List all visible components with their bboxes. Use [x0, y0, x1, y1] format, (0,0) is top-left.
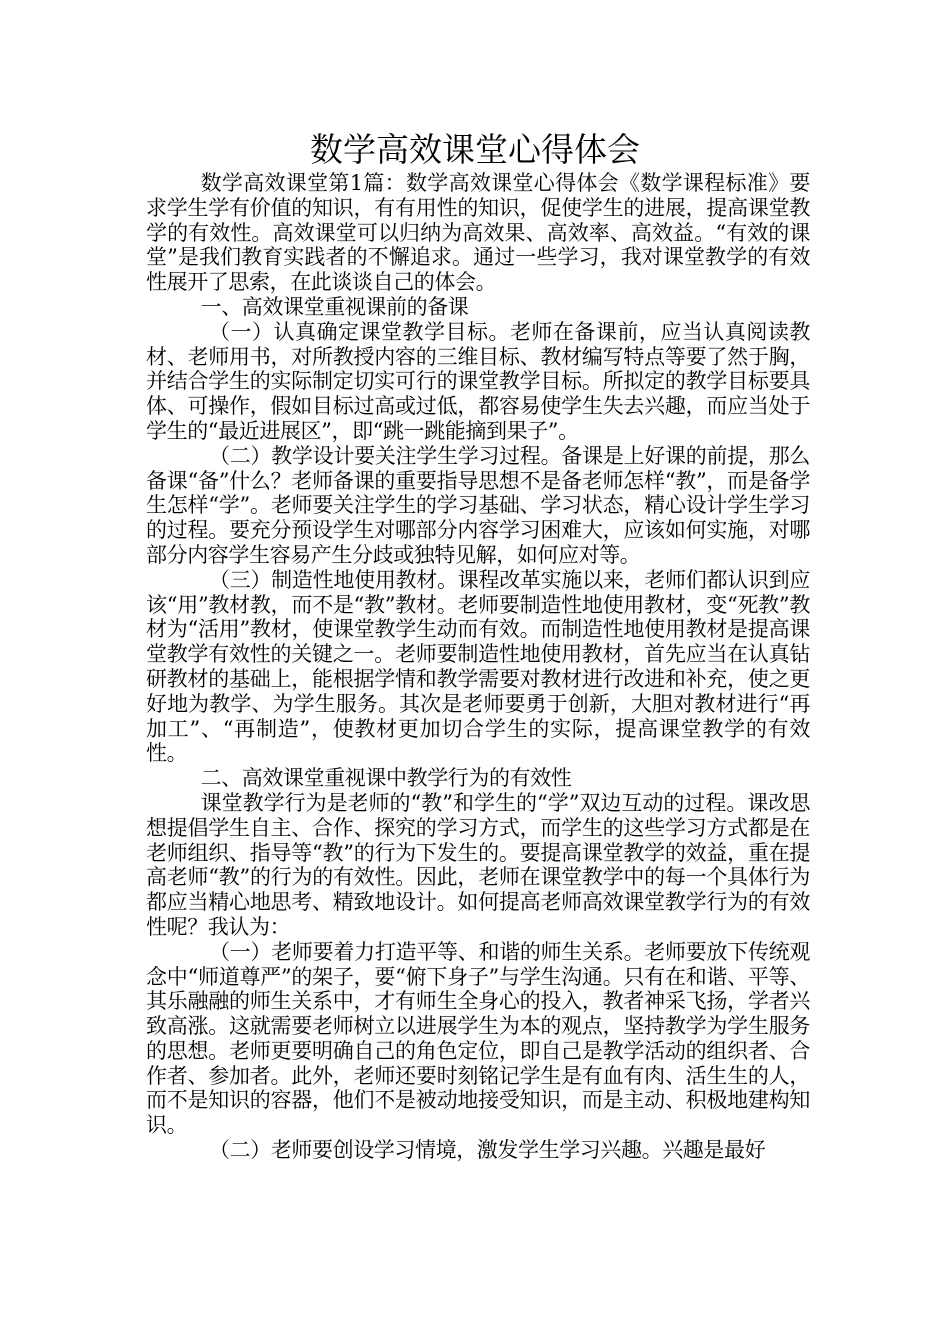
paragraph-2-intro: 课堂教学行为是老师的“教”和学生的“学”双边互动的过程。课改思想提倡学生自主、合作、探究的学习方式，而学生的这些学习方式都是在老师组织、指导等“教”的行为下发生的。要提高课堂教学的效益，重在提高老师“教”的行为的有效性。因此，老师在课堂教学中的每一个具体行为都应当精心地思考、精致地设计。如何提高老师高效课堂教学行为的有效性呢？我认为：	[146, 790, 810, 939]
intro-paragraph: 数学高效课堂第1篇：数学高效课堂心得体会《数学课程标准》要求学生学有价值的知识，有有用性的知识，促使学生的进展，提高课堂教学的有效性。高效课堂可以归纳为高效果、高效率、高效益。“有效的课堂”是我们教育实践者的不懈追求。通过一些学习，我对课堂教学的有效性展开了思索，在此谈谈自己的体会。	[146, 171, 810, 295]
paragraph-1-3: （三）制造性地使用教材。课程改革实施以来，老师们都认识到应该“用”教材教，而不是“教”教材。老师要制造性地使用教材，变“死教”教材为“活用”教材，使课堂教学生动而有效。而制造性地使用教材是提高课堂教学有效性的关键之一。老师要制造性地使用教材，首先应当在认真钻研教材的基础上，能根据学情和教学需要对教材进行改进和补充，使之更好地为教学、为学生服务。其次是老师要勇于创新，大胆对教材进行“再加工”、“再制造”，使教材更加切合学生的实际，提高课堂教学的有效性。	[146, 567, 810, 766]
paragraph-2-2: （二）老师要创设学习情境，激发学生学习兴趣。兴趣是最好	[209, 1138, 766, 1163]
paragraph-2-1: （一）老师要着力打造平等、和谐的师生关系。老师要放下传统观念中“师道尊严”的架子，要“俯下身子”与学生沟通。只有在和谐、平等、其乐融融的师生关系中，才有师生全身心的投入，教者神采飞扬，学者兴致高涨。这就需要老师树立以进展学生为本的观点，坚持教学为学生服务的思想。老师更要明确自己的角色定位，即自己是教学活动的组织者、合作者、参加者。此外，老师还要时刻铭记学生是有血有肉、活生生的人，而不是知识的容器，他们不是被动地接受知识，而是主动、积极地建构知识。	[146, 939, 810, 1138]
section-heading-2: 二、高效课堂重视课中教学行为的有效性	[200, 766, 572, 791]
section-heading-1: 一、高效课堂重视课前的备课	[200, 294, 469, 319]
paragraph-1-2: （二）教学设计要关注学生学习过程。备课是上好课的前提，那么备课“备”什么？老师备课的重要指导思想不是备老师怎样“教”，而是备学生怎样“学”。老师要关注学生的学习基础、学习状态，精心设计学生学习的过程。要充分预设学生对哪部分内容学习困难大，应该如何实施，对哪部分内容学生容易产生分歧或独特见解，如何应对等。	[146, 443, 810, 567]
paragraph-1-1: （一）认真确定课堂教学目标。老师在备课前，应当认真阅读教材、老师用书，对所教授内容的三维目标、教材编写特点等要了然于胸，并结合学生的实际制定切实可行的课堂教学目标。所拟定的教学目标要具体、可操作，假如目标过高或过低，都容易使学生失去兴趣，而应当处于学生的“最近进展区”，即“跳一跳能摘到果子”。	[146, 319, 810, 443]
document-title: 数学高效课堂心得体会	[310, 130, 640, 169]
document-body	[146, 171, 810, 1163]
